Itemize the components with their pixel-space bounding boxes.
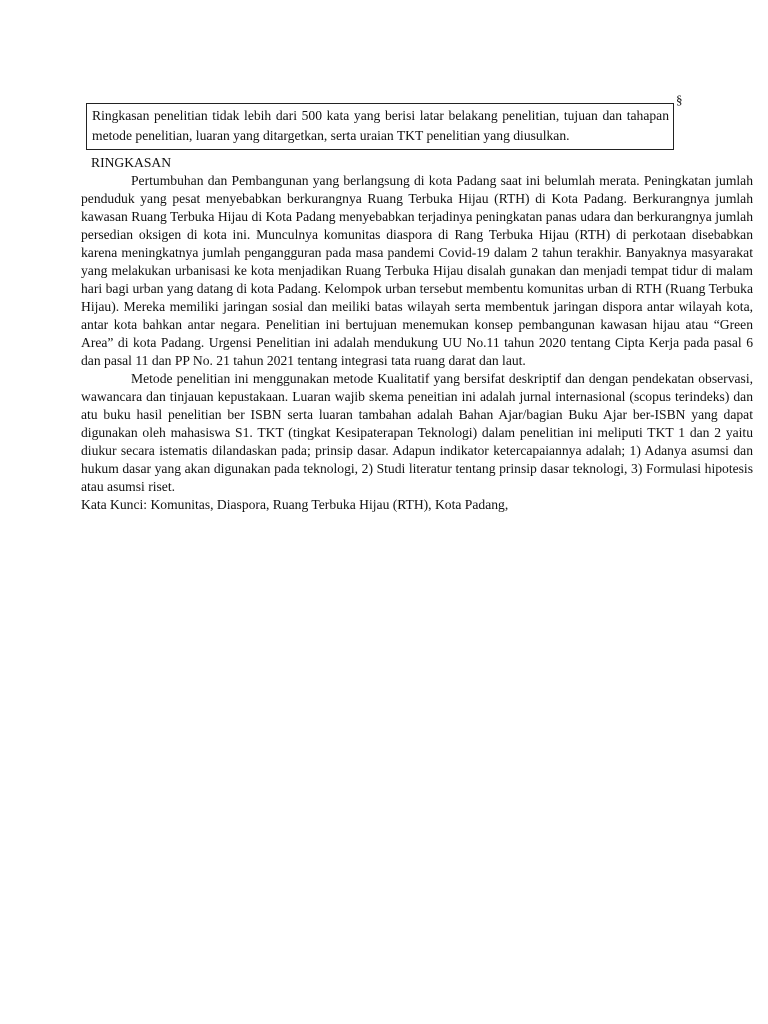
summary-paragraph-2: Metode penelitian ini menggunakan metode Kualitatif yang bersifat deskriptif dan dengan pendekatan observasi, wawancara dan tinjauan kepustakaan. Luaran wajib skema peneitian ini adalah jurnal internasional (scopus terindeks) dan atu buku hasil penelitian ber ISBN serta luaran tambahan adalah Bahan Ajar/bagian Buku Ajar ber-ISBN yang dapat digunakan oleh mahasiswa S1. TKT (tingkat Kesipaterapan Teknologi) dalam penelitian ini meliputi TKT 1 dan 2 yaitu diukur secara istematis dilandaskan pada; prinsip dasar. Adapun indikator ketercapaiannya adalah; 1) Adanya asumsi dan hukum dasar yang akan digunakan pada teknologi, 2) Studi literatur tentang prinsip dasar teknologi, 3) Formulasi hipotesis atau asumsi riset. <box>81 371 753 494</box>
section-mark: § <box>676 92 683 107</box>
summary-heading: RINGKASAN <box>91 155 172 170</box>
summary-content <box>81 154 753 514</box>
summary-paragraph-1: Pertumbuhan dan Pembangunan yang berlangsung di kota Padang saat ini belumlah merata. Peningkatan jumlah penduduk yang pesat menyebabkan berkurangnya Ruang Terbuka Hijau (RTH) di Kota Padang. Berkurangnya jumlah kawasan Ruang Terbuka Hijau di Kota Padang menyebabkan terjadinya peningkatan panas udara dan berkurangnya jumlah persedian oksigen di kota ini. Munculnya komunitas diaspora di Rang Terbuka Hijau (RTH) di perkotaan disebabkan karena meningkatnya jumlah pengangguran pada masa pandemi Covid-19 dalam 2 tahun terakhir. Banyaknya masyarakat yang melakukan urbanisasi ke kota menjadikan Ruang Terbuka Hijau disalah gunakan dan menjadi tempat tidur di malam hari bagi urban yang datang di kota Padang. Kelompok urban tersebut membentu komunitas urban di RTH (Ruang Terbuka Hijau). Mereka memiliki jaringan sosial dan meiliki batas wilayah serta membentuk jaringan dispora antar wilayah kota, antar kota bahkan antar negara. Penelitian ini bertujuan menemukan konsep pembangunan kawasan hijau atau “Green Area” di kota Padang. Urgensi Penelitian ini adalah mendukung UU No.11 tahun 2020 tentang Cipta Kerja pada pasal 6 dan pasal 11 dan PP No. 21 tahun 2021 tentang integrasi tata ruang darat dan laut. <box>81 173 753 368</box>
keywords-line: Kata Kunci: Komunitas, Diaspora, Ruang Terbuka Hijau (RTH), Kota Padang, <box>81 497 509 512</box>
instruction-note-box: Ringkasan penelitian tidak lebih dari 500 kata yang berisi latar belakang penelitian, tujuan dan tahapan metode penelitian, luaran yang ditargetkan, serta uraian TKT penelitian yang diusulkan. <box>86 103 674 150</box>
